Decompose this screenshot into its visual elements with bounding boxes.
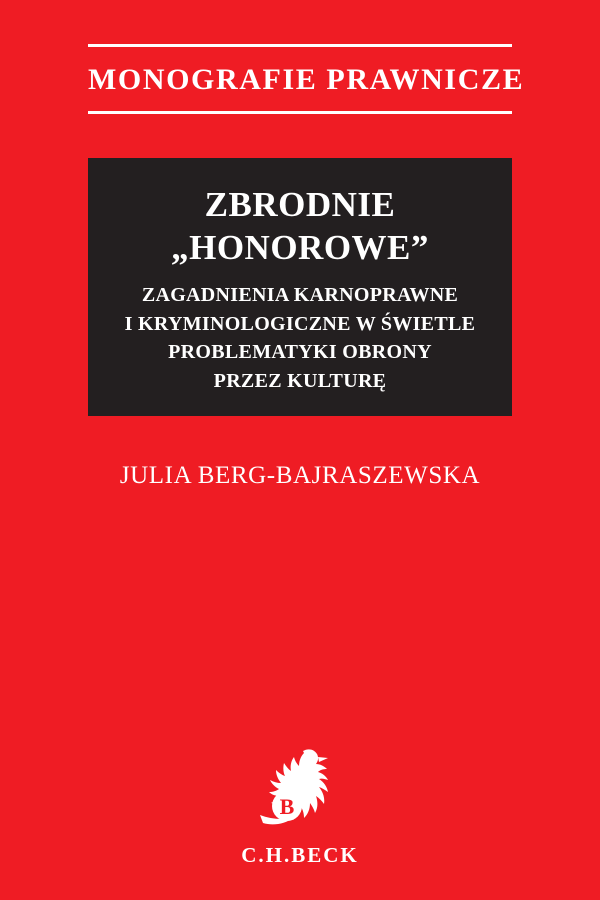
series-title: MONOGRAFIE PRAWNICZE [88, 63, 525, 96]
svg-text:B: B [279, 794, 295, 819]
author-name: JULIA BERG-BAJRASZEWSKA [119, 462, 481, 489]
book-title-line-2: „HONOROWE” [171, 227, 429, 267]
book-title-line-1: ZBRODNIE [204, 185, 396, 224]
title-panel [88, 158, 512, 416]
book-subtitle-line-4: PRZEZ KULTURĘ [213, 369, 387, 392]
publisher-name: C.H.BECK [241, 843, 359, 867]
book-subtitle-line-2: I KRYMINOLOGICZNE W ŚWIETLE [124, 312, 476, 335]
griffin-icon [240, 745, 360, 837]
series-bottom-rule [88, 111, 512, 114]
series-band [88, 44, 525, 114]
book-subtitle-line-3: PROBLEMATYKI OBRONY [168, 341, 432, 364]
book-subtitle-line-1: ZAGADNIENIA KARNOPRAWNE [141, 284, 459, 307]
publisher-logo [0, 745, 600, 868]
